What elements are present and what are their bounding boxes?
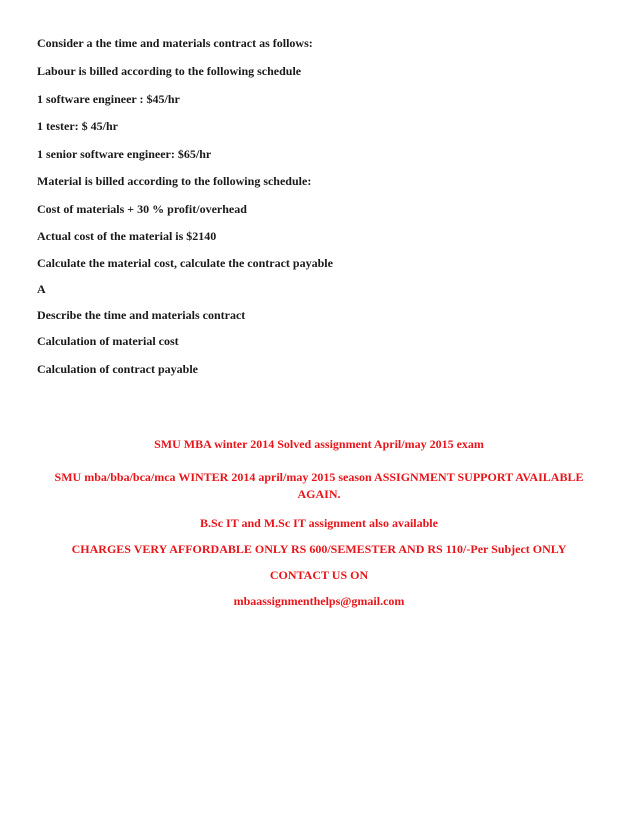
question-line: A — [37, 282, 46, 296]
question-line: Material is billed according to the following schedule: — [37, 174, 312, 188]
promo-support: SMU mba/bba/bca/mca WINTER 2014 april/may 2015 season ASSIGNMENT SUPPORT AVAILABLE AGAIN. — [54, 470, 584, 501]
question-line: Describe the time and materials contract — [37, 308, 246, 322]
question-line: Actual cost of the material is $2140 — [37, 229, 217, 243]
question-line: 1 tester: $ 45/hr — [37, 119, 118, 133]
question-line: Consider a the time and materials contract as follows: — [37, 36, 313, 50]
promo-email[interactable]: mbaassignmenthelps@gmail.com — [233, 594, 405, 608]
promo-charges: CHARGES VERY AFFORDABLE ONLY RS 600/SEMESTER AND RS 110/-Per Subject ONLY — [71, 542, 567, 556]
promo-contact: CONTACT US ON — [269, 568, 369, 582]
promo-title: SMU MBA winter 2014 Solved assignment April/may 2015 exam — [154, 437, 484, 451]
question-line: Calculation of material cost — [37, 334, 179, 348]
question-line: Cost of materials + 30 % profit/overhead — [37, 202, 247, 216]
question-line: Calculate the material cost, calculate the contract payable — [37, 256, 333, 270]
promo-bsc: B.Sc IT and M.Sc IT assignment also available — [200, 516, 438, 530]
question-line: Labour is billed according to the following schedule — [37, 64, 302, 78]
question-line: 1 software engineer : $45/hr — [37, 92, 180, 106]
question-line: Calculation of contract payable — [37, 362, 198, 376]
question-line: 1 senior software engineer: $65/hr — [37, 147, 212, 161]
